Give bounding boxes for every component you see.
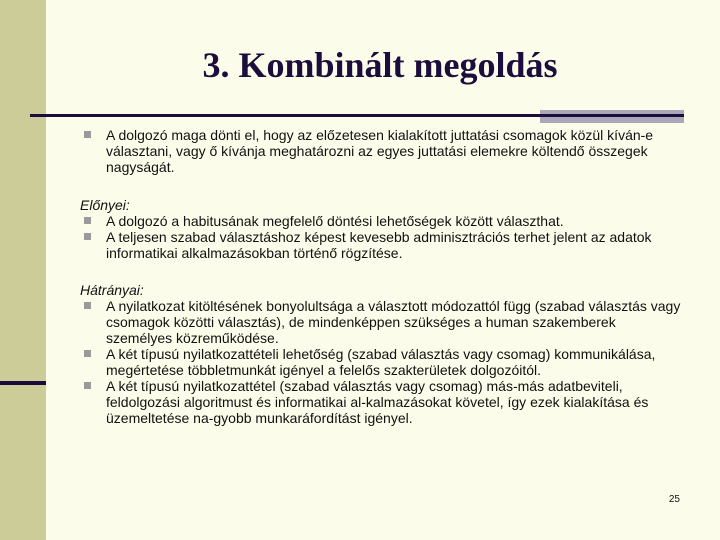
square-bullet-icon xyxy=(84,302,91,309)
intro-text: A dolgozó maga dönti el, hogy az előzetesen kialakított juttatási csomagok közül kíván-e választani, vagy ő kívánja meghatározni az egyes juttatási elemekre költendő összegek nagyságát. xyxy=(106,127,654,175)
advantage-text: A dolgozó a habitusának megfelelő döntési lehetőségek között választhat. xyxy=(106,213,564,229)
page-number: 25 xyxy=(668,494,680,505)
square-bullet-icon xyxy=(84,131,91,138)
left-band-accent xyxy=(0,381,46,385)
disadvantages-heading: Hátrányai: xyxy=(80,282,144,298)
square-bullet-icon xyxy=(84,350,91,357)
left-decor-band xyxy=(0,0,46,540)
advantages-heading: Előnyei: xyxy=(80,197,130,213)
advantage-item xyxy=(80,229,684,261)
square-bullet-icon xyxy=(84,382,91,389)
disadvantage-text: A két típusú nyilatkozattételi lehetőség (szabad választás vagy csomag) kommunikálása, megértetése többletmunkát igényel a felelős szakterületek dolgozóitól. xyxy=(106,346,656,378)
intro-bullet xyxy=(80,127,684,175)
slide-title: 3. Kombinált megoldás xyxy=(202,45,558,85)
disadvantage-text: A nyilatkozat kitöltésének bonyolultsága a választott módozattól függ (szabad választás vagy csomagok közötti választás), de mindenképpen szükséges a human szakemberek személyes közreműködése. xyxy=(106,298,681,346)
square-bullet-icon xyxy=(84,217,91,224)
title-rule xyxy=(30,114,684,117)
slide-body xyxy=(80,127,684,426)
disadvantage-item xyxy=(80,378,684,426)
advantage-item xyxy=(80,213,684,229)
advantage-text: A teljesen szabad választáshoz képest kevesebb adminisztrációs terhet jelent az adatok informatikai alkalmazásokban történő rögzítése. xyxy=(106,229,652,261)
disadvantage-item xyxy=(80,298,684,346)
disadvantage-text: A két típusú nyilatkozattétel (szabad választás vagy csomag) más-más adatbeviteli, feldolgozási algoritmust és informatikai al-kalmazásokat követel, így ezek kialakítása és üzemeltetése na-gyobb munkaráfordítást igényel. xyxy=(106,378,649,426)
square-bullet-icon xyxy=(84,233,91,240)
disadvantage-item xyxy=(80,346,684,378)
